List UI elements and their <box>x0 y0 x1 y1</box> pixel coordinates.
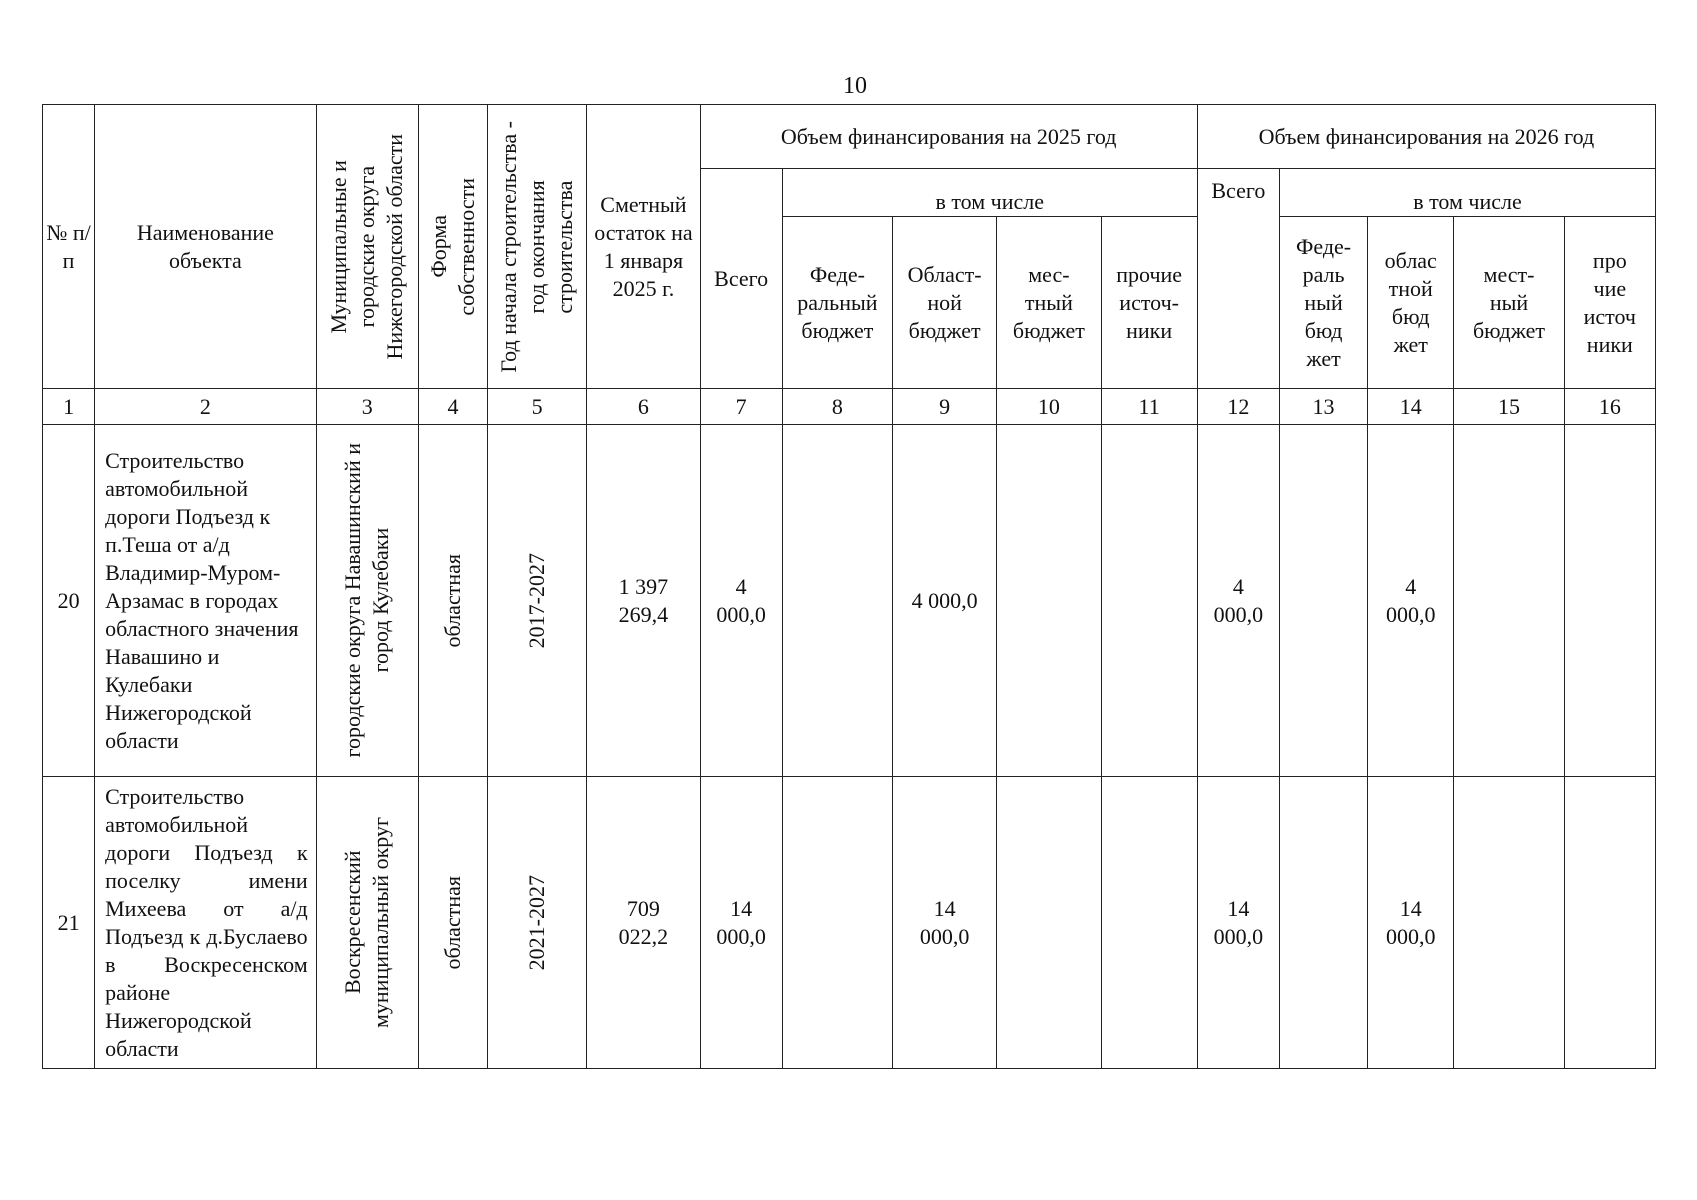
object-name: Строительство автомобильной дороги Подъезд к п.Теша от а/д Владимир-Муром-Арзамас в городах областного значения Навашино и Кулебаки Нижегородской области <box>95 425 317 777</box>
column-number: 12 <box>1197 389 1279 425</box>
years <box>488 777 587 1069</box>
column-number: 15 <box>1454 389 1564 425</box>
total-2026: 4 000,0 <box>1197 425 1279 777</box>
object-name: Строительство автомобильной дороги Подъезд к поселку имени Михеева от а/д Подъезд к д.Буслаево в Воскресенском районе Нижегородской области <box>95 777 317 1069</box>
column-number-row <box>43 389 1656 425</box>
header-regional-2025: Област-ной бюджет <box>893 217 997 389</box>
column-number: 5 <box>488 389 587 425</box>
header-local-2025: мес-тный бюджет <box>997 217 1101 389</box>
header-municipality <box>316 105 418 389</box>
municipality-text: городские округа Навашинский и город Кулебаки <box>340 443 394 758</box>
header-number: № п/п <box>43 105 95 389</box>
header-estimate: Сметный остаток на 1 января 2025 г. <box>587 105 700 389</box>
other-2026 <box>1564 425 1655 777</box>
header-federal-2026: Феде-раль ный бюд жет <box>1279 217 1367 389</box>
municipality <box>316 777 418 1069</box>
other-2026 <box>1564 777 1655 1069</box>
federal-2025 <box>782 425 892 777</box>
row-number: 20 <box>43 425 95 777</box>
local-2026 <box>1454 425 1564 777</box>
ownership-text: областная <box>439 553 465 648</box>
header-total-2025: Всего <box>700 169 782 389</box>
column-number: 11 <box>1101 389 1197 425</box>
header-incl-2025: в том числе <box>782 169 1197 217</box>
header-municipality-text: Муниципальные и городские округа Нижегородской области <box>326 133 408 360</box>
local-2026 <box>1454 777 1564 1069</box>
header-group-2025: Объем финансирования на 2025 год <box>700 105 1197 169</box>
header-federal-2025: Феде-ральный бюджет <box>782 217 892 389</box>
column-number: 8 <box>782 389 892 425</box>
page-number: 10 <box>843 73 867 99</box>
column-number: 16 <box>1564 389 1655 425</box>
estimate: 709 022,2 <box>587 777 700 1069</box>
header-row-1 <box>43 105 1656 169</box>
municipality <box>316 425 418 777</box>
local-2025 <box>997 425 1101 777</box>
header-local-2026: мест-ный бюджет <box>1454 217 1564 389</box>
row-number: 21 <box>43 777 95 1069</box>
column-number: 7 <box>700 389 782 425</box>
regional-2026: 14 000,0 <box>1368 777 1454 1069</box>
header-years <box>488 105 587 389</box>
total-2025: 14 000,0 <box>700 777 782 1069</box>
estimate: 1 397 269,4 <box>587 425 700 777</box>
table-row <box>43 777 1656 1069</box>
header-other-2026: про чие источ ники <box>1564 217 1655 389</box>
column-number: 10 <box>997 389 1101 425</box>
regional-2026: 4 000,0 <box>1368 425 1454 777</box>
other-2025 <box>1101 425 1197 777</box>
ownership <box>418 425 487 777</box>
federal-2025 <box>782 777 892 1069</box>
column-number: 4 <box>418 389 487 425</box>
total-2025: 4 000,0 <box>700 425 782 777</box>
column-number: 13 <box>1279 389 1367 425</box>
header-ownership <box>418 105 487 389</box>
column-number: 2 <box>95 389 317 425</box>
header-total-2026: Всего <box>1197 169 1279 389</box>
ownership <box>418 777 487 1069</box>
column-number: 1 <box>43 389 95 425</box>
header-ownership-text: Форма собственности <box>425 177 479 316</box>
column-number: 14 <box>1368 389 1454 425</box>
header-incl-2026: в том числе <box>1279 169 1655 217</box>
column-number: 6 <box>587 389 700 425</box>
column-number: 9 <box>893 389 997 425</box>
header-regional-2026: облас тной бюд жет <box>1368 217 1454 389</box>
years <box>488 425 587 777</box>
header-object-name: Наименование объекта <box>95 105 317 389</box>
ownership-text: областная <box>439 875 465 970</box>
municipality-text: Воскресенский муниципальный округ <box>340 816 394 1028</box>
federal-2026 <box>1279 777 1367 1069</box>
years-text: 2017-2027 <box>524 552 550 649</box>
regional-2025: 4 000,0 <box>893 425 997 777</box>
regional-2025: 14 000,0 <box>893 777 997 1069</box>
table-row <box>43 425 1656 777</box>
federal-2026 <box>1279 425 1367 777</box>
header-group-2026: Объем финансирования на 2026 год <box>1197 105 1655 169</box>
local-2025 <box>997 777 1101 1069</box>
header-years-text: Год начала строительства - год окончания строительства <box>496 120 578 373</box>
other-2025 <box>1101 777 1197 1069</box>
column-number: 3 <box>316 389 418 425</box>
header-other-2025: прочие источ-ники <box>1101 217 1197 389</box>
years-text: 2021-2027 <box>524 874 550 971</box>
total-2026: 14 000,0 <box>1197 777 1279 1069</box>
financing-table <box>42 104 1656 1069</box>
